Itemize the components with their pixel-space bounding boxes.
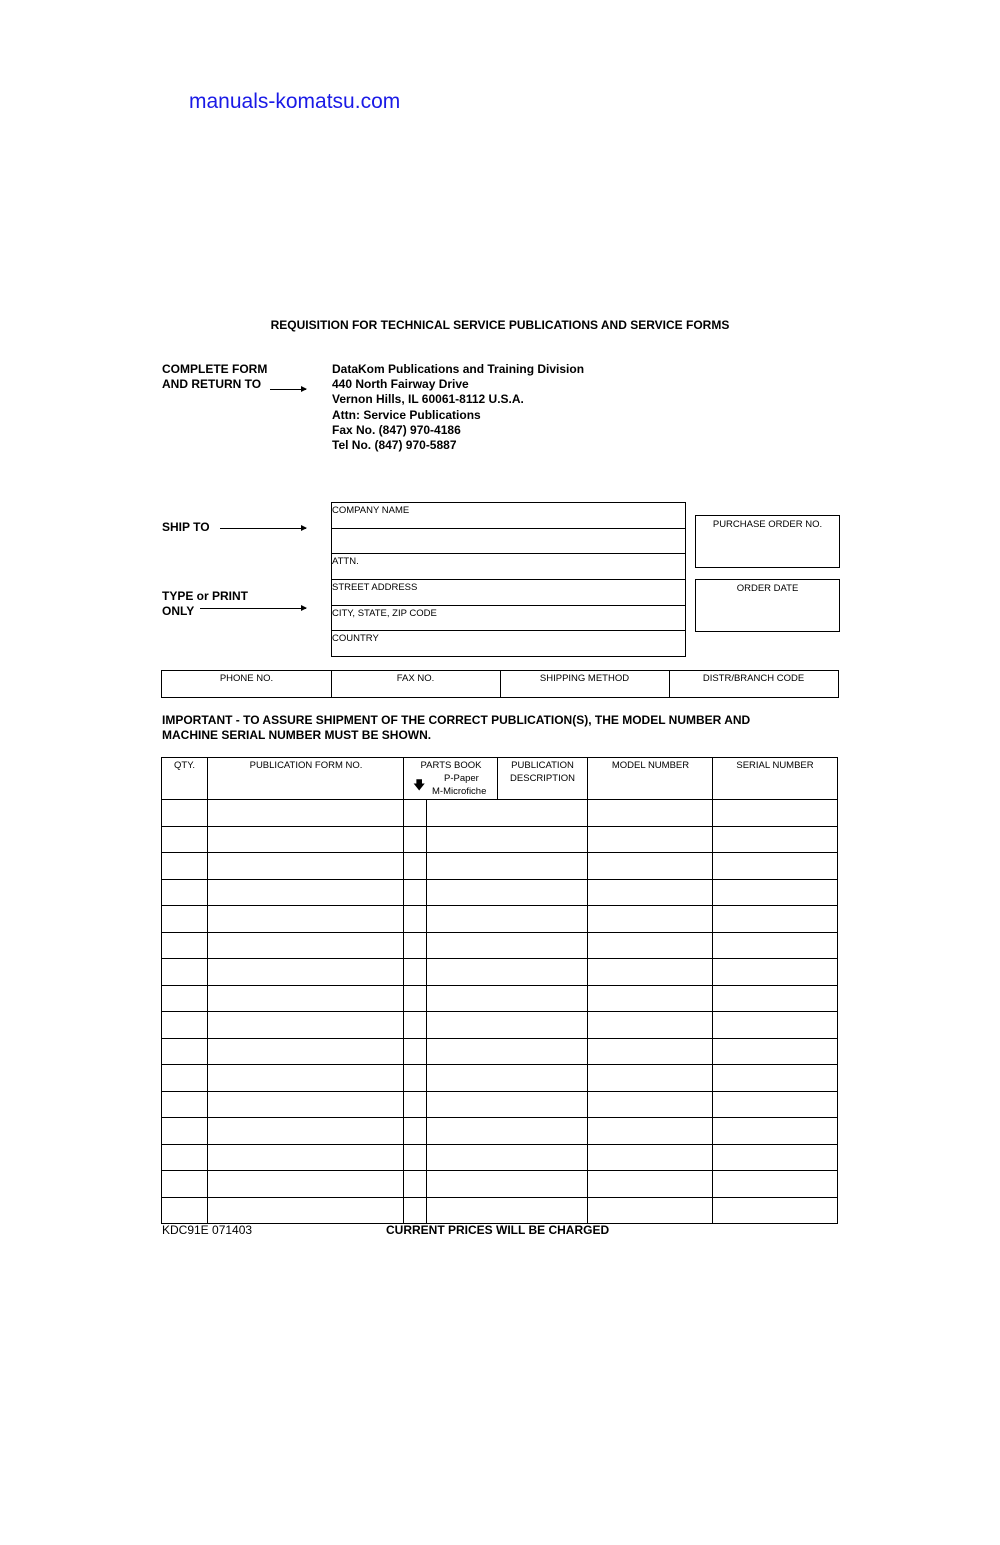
table-row[interactable] xyxy=(162,985,837,986)
table-row[interactable] xyxy=(162,958,837,959)
ship-to-label: SHIP TO xyxy=(162,520,210,534)
country-field[interactable] xyxy=(332,630,685,644)
blank-address-field[interactable] xyxy=(332,528,685,529)
watermark-link[interactable]: manuals-komatsu.com xyxy=(189,90,401,113)
company-name-field[interactable]: COMPANY NAME xyxy=(332,505,410,516)
column-divider xyxy=(497,758,498,800)
city-state-zip-field[interactable] xyxy=(332,605,685,619)
important-note-line1: IMPORTANT - TO ASSURE SHIPMENT OF THE CORRECT PUBLICATION(S), THE MODEL NUMBER AND xyxy=(162,713,751,727)
purchase-order-field[interactable] xyxy=(695,515,840,568)
table-row[interactable] xyxy=(162,1064,837,1065)
order-table xyxy=(161,757,838,1224)
address-line: 440 North Fairway Drive xyxy=(332,377,469,392)
table-row[interactable] xyxy=(162,905,837,906)
table-row[interactable] xyxy=(162,1170,837,1171)
return-label-line1: COMPLETE FORM xyxy=(162,362,268,376)
arrow-down-icon: 🡇 xyxy=(413,778,426,792)
column-divider xyxy=(587,758,588,1223)
shipping-method-field[interactable]: SHIPPING METHOD xyxy=(539,673,630,684)
order-date-field[interactable] xyxy=(695,579,840,632)
city-state-zip-label: CITY, STATE, ZIP CODE xyxy=(332,608,437,619)
table-row[interactable] xyxy=(162,826,837,827)
table-row[interactable] xyxy=(162,1197,837,1198)
type-print-line2: ONLY xyxy=(162,604,195,619)
table-row[interactable] xyxy=(162,932,837,933)
table-row[interactable] xyxy=(162,1117,837,1118)
type-print-arrow-icon xyxy=(200,608,306,609)
return-address xyxy=(332,362,584,453)
table-row[interactable] xyxy=(162,852,837,853)
form-title: REQUISITION FOR TECHNICAL SERVICE PUBLICATIONS AND SERVICE FORMS xyxy=(270,318,730,332)
return-label xyxy=(162,362,267,392)
ship-to-arrow-icon xyxy=(220,528,306,529)
table-row[interactable] xyxy=(162,799,837,800)
type-print-label xyxy=(162,589,248,619)
address-line: Vernon Hills, IL 60061-8112 U.S.A. xyxy=(332,392,524,407)
attn-label: ATTN. xyxy=(332,556,359,567)
important-note xyxy=(162,713,750,743)
ship-to-box xyxy=(331,502,686,657)
type-print-line1: TYPE or PRINT xyxy=(162,589,249,603)
description-header-line2: DESCRIPTION xyxy=(510,773,575,784)
column-divider xyxy=(403,758,404,1223)
column-divider xyxy=(712,758,713,1223)
address-line: Tel No. (847) 970-5887 xyxy=(332,438,457,453)
important-note-line2: MACHINE SERIAL NUMBER MUST BE SHOWN. xyxy=(162,728,432,743)
purchase-order-label: PURCHASE ORDER NO. xyxy=(712,519,823,530)
table-row[interactable] xyxy=(162,879,837,880)
table-row[interactable] xyxy=(162,1038,837,1039)
model-header: MODEL NUMBER xyxy=(611,760,690,771)
country-label: COUNTRY xyxy=(332,633,379,644)
address-line: Attn: Service Publications xyxy=(332,407,481,422)
address-line: Fax No. (847) 970-4186 xyxy=(332,422,461,437)
form-code: KDC91E 071403 xyxy=(162,1223,253,1237)
parts-microfiche-label: M-Microfiche xyxy=(432,786,487,797)
address-line: DataKom Publications and Training Division xyxy=(332,362,585,376)
attn-field[interactable] xyxy=(332,553,685,567)
column-divider xyxy=(207,758,208,1223)
contact-row xyxy=(161,670,839,698)
table-row[interactable] xyxy=(162,1144,837,1145)
branch-code-field[interactable]: DISTR/BRANCH CODE xyxy=(702,673,805,684)
table-row[interactable] xyxy=(162,1091,837,1092)
phone-field[interactable]: PHONE NO. xyxy=(219,673,274,684)
parts-book-header: PARTS BOOK xyxy=(420,760,482,771)
description-header-line1: PUBLICATION xyxy=(511,760,574,771)
form-no-header: PUBLICATION FORM NO. xyxy=(249,760,363,771)
serial-header: SERIAL NUMBER xyxy=(736,760,814,771)
order-date-label: ORDER DATE xyxy=(736,583,799,594)
parts-paper-label: P-Paper xyxy=(444,773,479,784)
description-header xyxy=(498,760,587,784)
table-row[interactable] xyxy=(162,1011,837,1012)
street-address-field[interactable] xyxy=(332,579,685,593)
return-arrow-icon xyxy=(270,389,306,390)
prices-note: CURRENT PRICES WILL BE CHARGED xyxy=(386,1223,610,1237)
fax-field[interactable]: FAX NO. xyxy=(396,673,435,684)
qty-header: QTY. xyxy=(174,760,195,771)
return-label-line2: AND RETURN TO xyxy=(162,377,262,392)
street-address-label: STREET ADDRESS xyxy=(332,582,418,593)
